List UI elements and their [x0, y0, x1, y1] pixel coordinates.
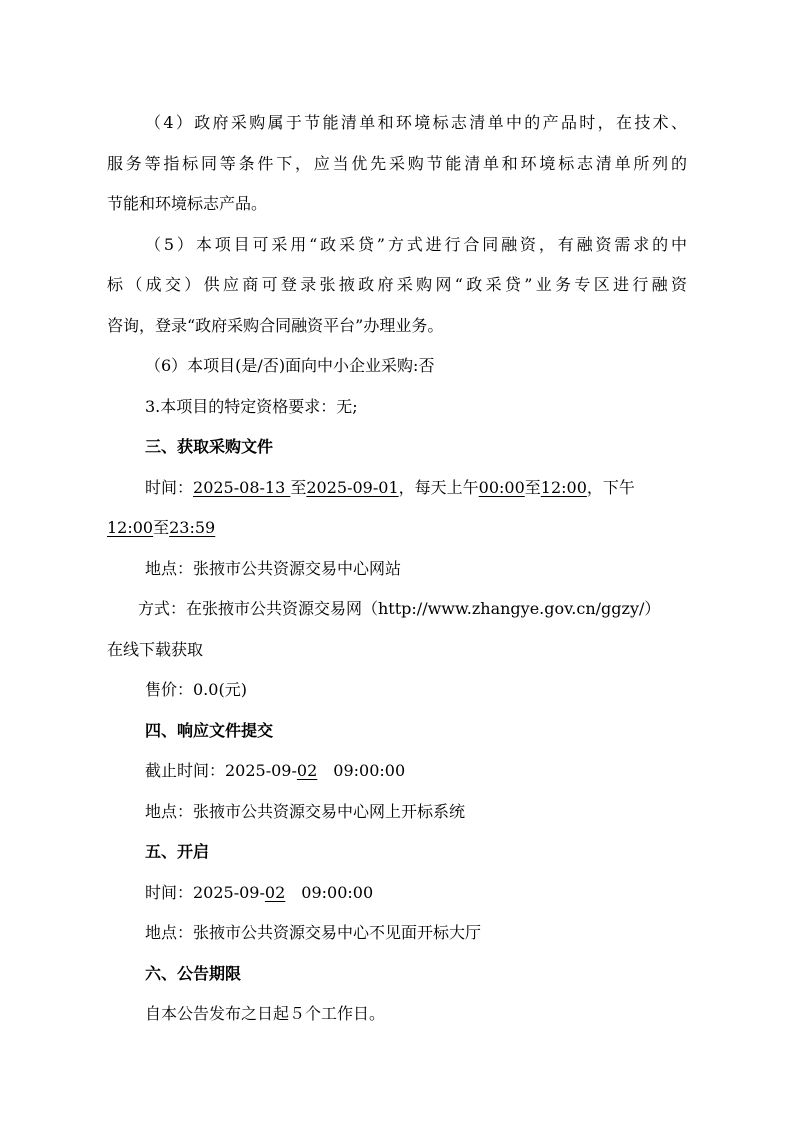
section3-time-line1 [107, 468, 687, 509]
am-start: 00:00 [478, 477, 525, 497]
deadline-day: 02 [296, 761, 318, 780]
deadline-time: 09:00:00 [333, 761, 406, 780]
opening-day: 02 [264, 882, 286, 902]
section3-time-line2 [107, 508, 687, 549]
section3-method-line1: 方式：在张掖市公共资源交易网（http://www.zhangye.gov.cn/ggzy/） [138, 599, 661, 618]
section3-heading: 三、获取采购文件 [145, 437, 274, 456]
section3-place: 地点：张掖市公共资源交易中心网站 [145, 558, 402, 578]
time-label: 时间： [145, 477, 194, 497]
para5-line3: 咨询，登录“政府采购合同融资平台”办理业务。 [107, 315, 444, 335]
section4-place: 地点：张掖市公共资源交易中心网上开标系统 [145, 801, 466, 821]
pm-start: 12:00 [107, 518, 154, 537]
am-end: 12:00 [540, 477, 587, 497]
section5-heading: 五、开启 [145, 842, 210, 861]
to-text: 至 [524, 477, 541, 497]
para4-line1: （4）政府采购属于节能清单和环境标志清单中的产品时，在技术、 [145, 113, 687, 132]
section4-heading: 四、响应文件提交 [145, 720, 274, 740]
para5-line2: 标（成交）供应商可登录张掖政府采购网“政采贷”业务专区进行融资 [107, 275, 687, 294]
document-body [107, 103, 687, 1035]
opening-time: 09:00:00 [301, 882, 374, 902]
section6-text: 自本公告发布之日起５个工作日。 [145, 1004, 386, 1023]
section6-heading: 六、公告期限 [145, 963, 242, 983]
section4-deadline [107, 751, 687, 792]
to-text: 至 [290, 477, 307, 497]
qualification: 3.本项目的特定资格要求：无; [145, 396, 358, 416]
deadline-label: 截止时间：2025-09- [145, 761, 297, 780]
section5-time [107, 873, 687, 914]
start-date: 2025-08-13 [193, 477, 291, 497]
to-text: 至 [153, 518, 170, 537]
daily-text: ，每天上午 [398, 477, 479, 497]
para4-line2: 服务等指标同等条件下，应当优先采购节能清单和环境标志清单所列的 [107, 153, 687, 173]
section3-price: 售价：0.0(元) [145, 680, 247, 699]
end-date: 2025-09-01 [306, 477, 399, 497]
pm-end: 23:59 [169, 518, 216, 537]
opening-time-label: 时间：2025-09- [145, 882, 265, 902]
pm-label: ，下午 [586, 477, 635, 497]
section3-method-line2: 在线下载获取 [107, 639, 204, 659]
para5-line1: （5）本项目可采用“政采贷”方式进行合同融资，有融资需求的中 [145, 234, 687, 254]
para4-line3: 节能和环境标志产品。 [107, 194, 268, 213]
section5-place: 地点：张掖市公共资源交易中心不见面开标大厅 [145, 923, 482, 942]
para6: （6）本项目(是/否)面向中小企业采购:否 [145, 356, 435, 375]
